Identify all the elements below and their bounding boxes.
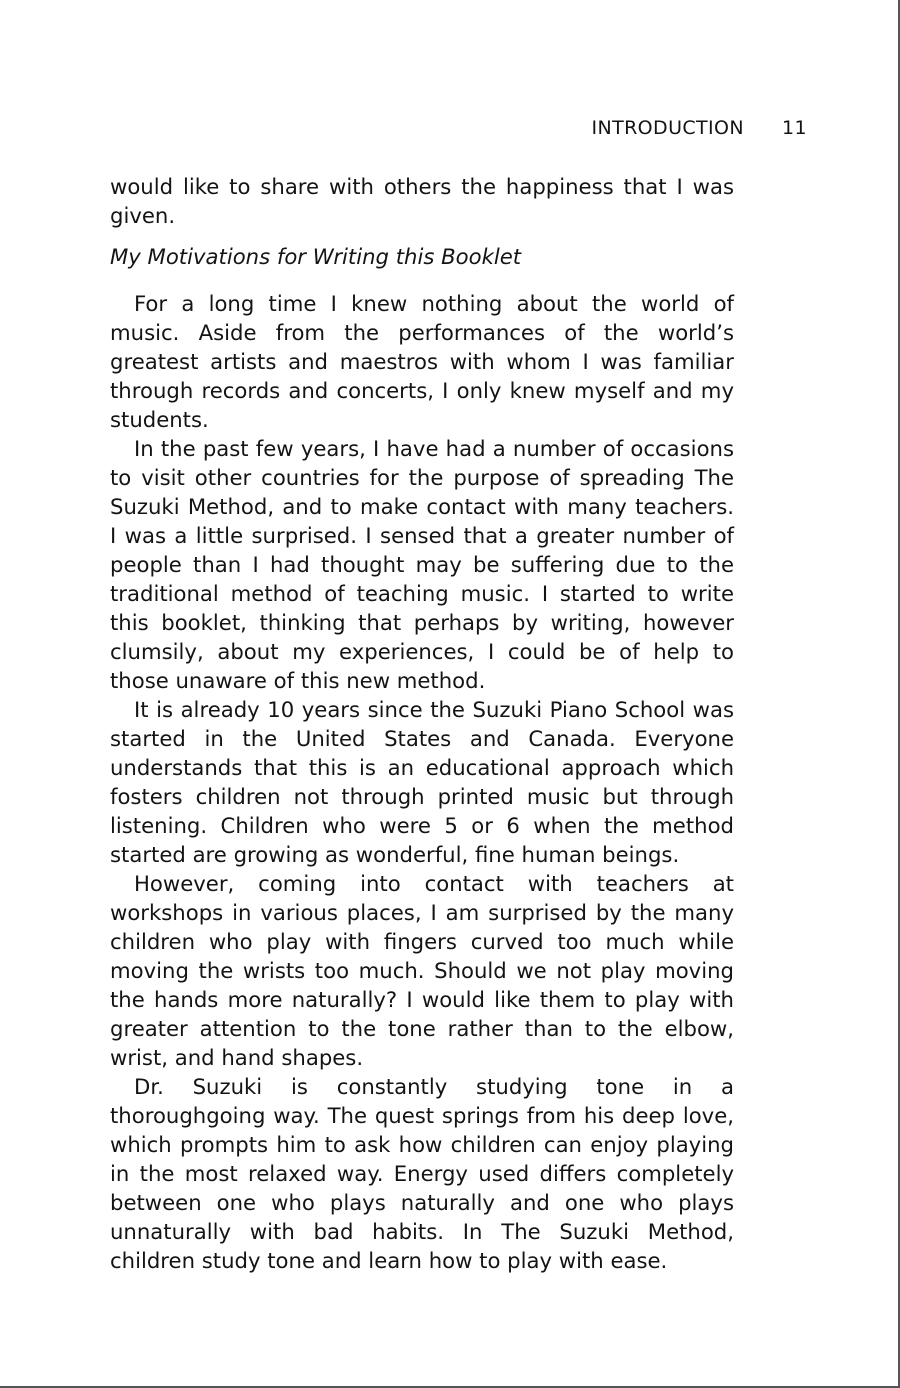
continued-paragraph: would like to share with others the happiness that I was given. — [110, 174, 734, 228]
paragraph-tone-study: Dr. Suzuki is constantly studying tone in a thoroughgoing way. The quest springs from his deep love, which prompts him to ask how children can enjoy playing in the most relaxed way. Energy used differs completely between one who plays naturally and one who plays unnaturally with bad habits. In The Suzuki Method, children study tone and learn how to play with ease. — [110, 1074, 734, 1273]
section-title: INTRODUCTION — [591, 117, 745, 139]
paragraph-motivation: For a long time I knew nothing about the world of music. Aside from the performances of the world’s greatest artists and maestros with whom I was familiar through records and concerts, I only knew myself and my students. — [110, 291, 734, 432]
running-header — [110, 116, 807, 140]
body-text — [110, 172, 734, 1275]
paragraph-travels: In the past few years, I have had a number of occasions to visit other countries for the purpose of spreading The Suzuki Method, and to make contact with many teachers. I was a little surprised. I sensed that a greater number of people than I had thought may be suffering due to the traditional method of teaching music. I started to write this booklet, thinking that perhaps by writing, however clumsily, about my experiences, I could be of help to those unaware of this new method. — [110, 436, 734, 693]
section-subheading: My Motivations for Writing this Booklet — [110, 244, 522, 269]
page-number: 11 — [782, 117, 807, 139]
paragraph-workshops: However, coming into contact with teachers at workshops in various places, I am surprised by the many children who play with fingers curved too much while moving the wrists too much. Should we not play moving the hands more naturally? I would like them to play with greater attention to the tone rather than to the elbow, wrist, and hand shapes. — [110, 871, 734, 1070]
paragraph-piano-school: It is already 10 years since the Suzuki Piano School was started in the United States and Canada. Everyone understands that this is an educational approach which fosters children not through printed music but through listening. Children who were 5 or 6 when the method started are growing as wonderful, fine human beings. — [110, 697, 734, 867]
